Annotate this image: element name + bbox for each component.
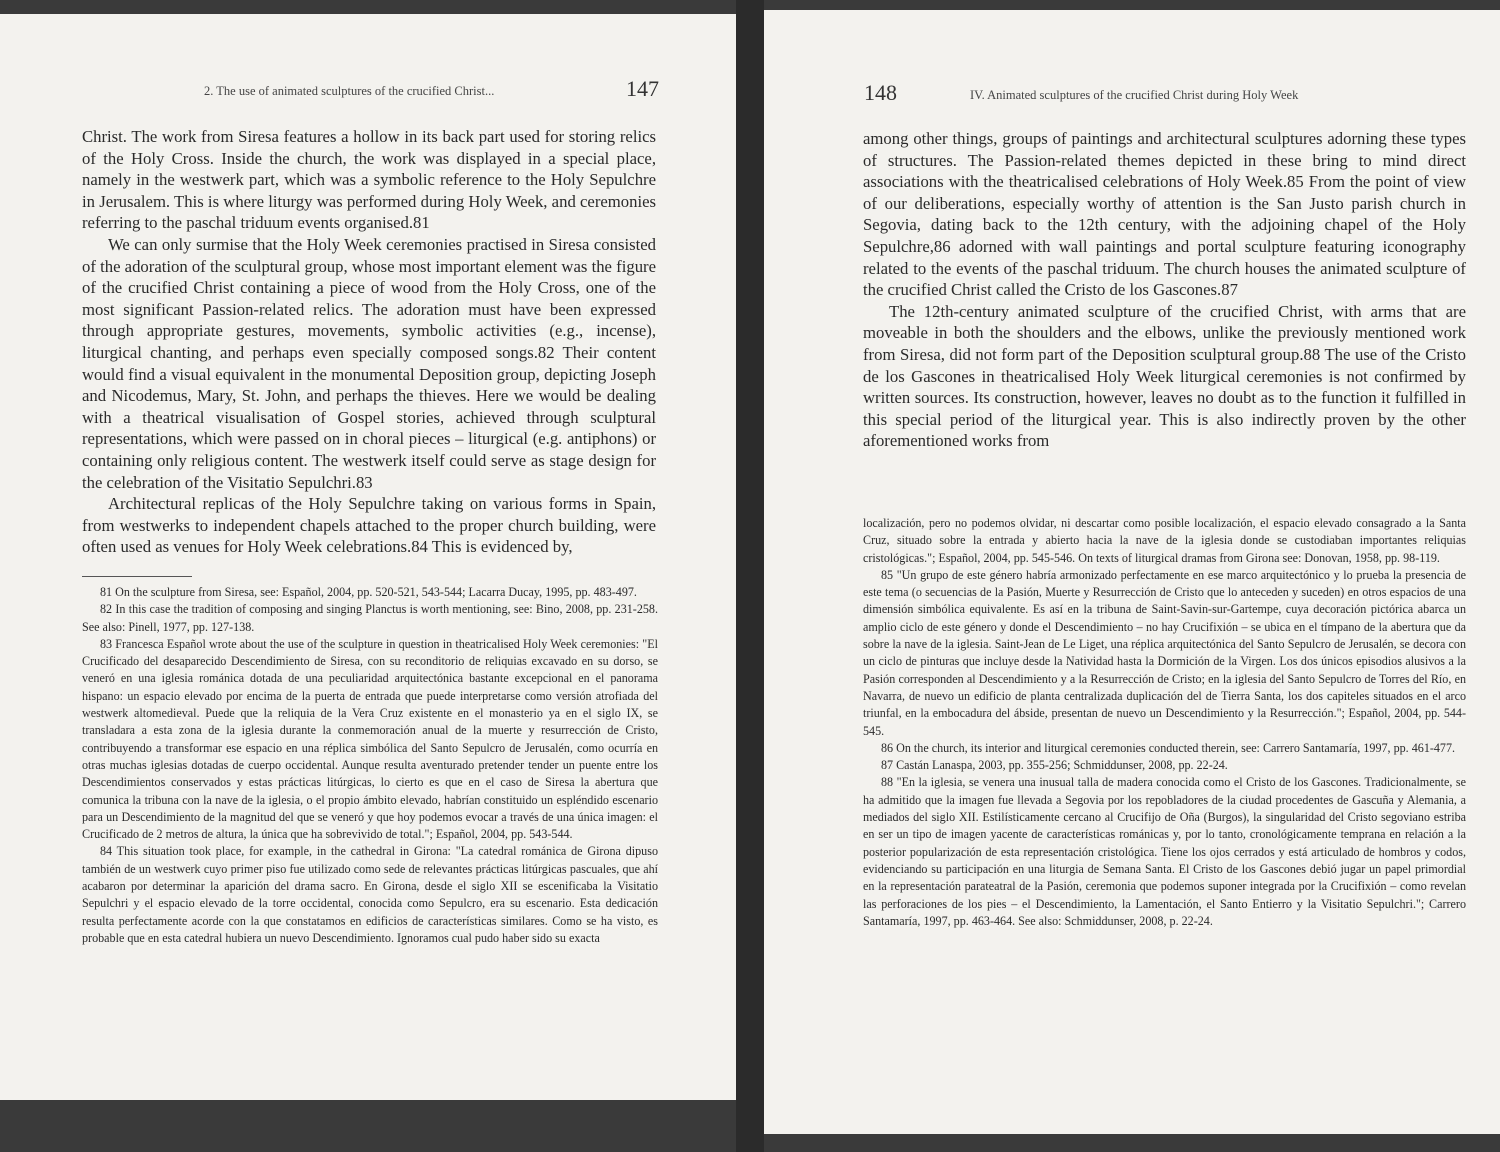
footnote: 81 On the sculpture from Siresa, see: Español, 2004, pp. 520-521, 543-544; Lacarra Ducay, 1995, pp. 483-497. (100, 585, 637, 599)
paragraph: We can only surmise that the Holy Week ceremonies practised in Siresa consisted of the adoration of the sculptural group, whose most important element was the figure of the crucified Christ containing a piece of wood from the Holy Cross, one of the most significant Passion-related relics. The adoration must have been expressed through appropriate gestures, movements, symbolic activities (e.g., incense), liturgical chanting, and perhaps even specially composed songs.82 Their content would find a visual equivalent in the monumental Deposition group, depicting Joseph and Nicodemus, Mary, St. John, and perhaps the thieves. Here we would be dealing with a theatrical visualisation of Gospel stories, achieved through sculptural representations, which were passed on in choral pieces – liturgical (e.g. antiphons) or containing only religious content. The westwerk itself could serve as stage design for the celebration of the Visitatio Sepulchri.83 (82, 234, 656, 492)
footnote: 82 In this case the tradition of composing and singing Planctus is worth mentioning, see: Bino, 2008, pp. 231-258. See also: Pinell, 1977, pp. 127-138. (82, 602, 658, 634)
running-header: 2. The use of animated sculptures of the crucified Christ... (204, 84, 495, 98)
main-text (82, 126, 656, 558)
book-spine-shadow (736, 0, 764, 1152)
paragraph: The 12th-century animated sculpture of the crucified Christ, with arms that are moveable in both the shoulders and the elbows, unlike the previously mentioned work from Siresa, did not form part of the Deposition sculptural group.88 The use of the Cristo de los Gascones in theatricalised Holy Week liturgical ceremonies is not confirmed by written sources. Its construction, however, leaves no doubt as to the function it fulfilled in this special period of the liturgical year. This is also indirectly proven by the other aforementioned works from (863, 301, 1466, 451)
footnotes (82, 584, 658, 947)
paragraph: among other things, groups of paintings and architectural sculptures adorning these types of structures. The Passion-related themes depicted in these bring to mind direct associations with the theatricalised celebrations of Holy Week.85 From the point of view of our deliberations, especially worthy of attention is the San Justo parish church in Segovia, dating back to the 12th century, with the adjoining chapel of the Holy Sepulchre,86 adorned with wall paintings and portal sculpture featuring iconography related to the events of the paschal triduum. The church houses the animated sculpture of the crucified Christ called the Cristo de los Gascones.87 (863, 129, 1466, 300)
footnote: localización, pero no podemos olvidar, ni descartar como posible localización, el espacio elevado consagrado a la Santa Cruz, situado sobre la entrada y abierto hacia la nave de la iglesia donde se custodiaban importantes reliquias cristológicas."; Español, 2004, pp. 545-546. On texts of liturgical dramas from Girona see: Donovan, 1958, pp. 98-119. (863, 516, 1466, 565)
main-text (863, 128, 1466, 452)
footnote: 88 "En la iglesia, se venera una inusual talla de madera conocida como el Cristo de los Gascones. Tradicionalmente, se ha admitido que la imagen fue llevada a Segovia por los repobladores de la ciudad procedentes de Gascuña y Alemania, a mediados del siglo XII. Estilísticamente cercano al Crucifijo de Oña (Burgos), la singularidad del Cristo segoviano estriba en ser un tipo de imagen yacente de características románicas y, por lo tanto, cronológicamente temprana en relación a la posterior popularización de esta representación cristológica. Tiene los ojos cerrados y está articulado de hombros y codos, evidenciando su participación en una liturgia de Semana Santa. El Cristo de los Gascones debió jugar un papel primordial en la representación parateatral de la Pasión, ceremonia que podemos suponer integrada por la Crucifixión – como revelan las perforaciones de los pies – el Descendimiento, la Lamentación, el Santo Entierro y la Visitatio Sepulchri."; Carrero Santamaría, 1997, pp. 463-464. See also: Schmiddunser, 2008, p. 22-24. (863, 775, 1466, 928)
footnote: 83 Francesca Español wrote about the use of the sculpture in question in theatricalised Holy Week ceremonies: "El Crucificado del desaparecido Descendimiento de Siresa, con su reconditorio de reliquias excavado en su dorso, se veneró en una iglesia románica dotada de una peculiaridad arquitectónica bastante excepcional en el panorama hispano: un espacio elevado por encima de la puerta de entrada que puede interpretarse como versión atrofiada del westwerk altomedieval. Puede que la reliquia de la Vera Cruz existente en el monasterio ya en el siglo IX, se transladara a esta zona de la iglesia durante la conmemoración anual de la muerte y resurrección de Cristo, contribuyendo a transformar ese espacio en una réplica simbólica del Santo Sepulcro de Jerusalén, como ocurría en otras muchas iglesias dotadas de cuerpo occidental. Aunque resulta aventurado pretender tender un puente entre los Descendimientos conservados y estas prácticas litúrgicas, lo cierto es que en el caso de Siresa la abertura que comunica la tribuna con la nave de la iglesia, o el propio ámbito elevado, habrían constituido un espléndido escenario para un Descendimiento de la magnitud del que se veneró y que hoy podemos evocar a través de una única imagen: el Crucificado de 2 metros de altura, la única que ha sobrevivido de total."; Español, 2004, pp. 543-544. (82, 636, 658, 842)
paragraph: Christ. The work from Siresa features a hollow in its back part used for storing relics of the Holy Cross. Inside the church, the work was displayed in a special place, namely in the westwerk part, which was a symbolic reference to the Holy Sepulchre in Jerusalem. This is where liturgy was performed during Holy Week, and ceremonies referring to the paschal triduum events organised.81 (82, 127, 656, 233)
footnote-rule (82, 576, 192, 577)
paragraph: Architectural replicas of the Holy Sepulchre taking on various forms in Spain, from westwerks to independent chapels attached to the proper church building, were often used as venues for Holy Week celebrations.84 This is evidenced by, (82, 494, 656, 557)
left-page (0, 14, 736, 1100)
footnote: 84 This situation took place, for example, in the cathedral in Girona: "La catedral románica de Girona dipuso también de un westwerk cuyo primer piso fue utilizado como sede de relevantes prácticas litúrgicas pascuales, que ahí acabaron por determinar la aparición del drama sacro. En Girona, desde el siglo XII se escenificaba la Visitatio Sepulchri y el espacio elevado de la torre occidental, conocida como Sepulcro, era su escenario. Esta dedicación resulta perfectamente acorde con la que constatamos en edificios de características similares. Como se ha visto, es probable que en esta catedral hubiera un nuevo Descendimiento. Ignoramos cual pudo haber sido su exacta (82, 844, 658, 945)
page-number: 148 (864, 80, 897, 105)
running-header: IV. Animated sculptures of the crucified Christ during Holy Week (970, 88, 1299, 102)
footnote: 85 "Un grupo de este género habría armonizado perfectamente en ese marco arquitectónico y lo prueba la presencia de este tema (o secuencias de la Pasión, Muerte y Resurrección de Cristo que lo anteceden y suceden) en otros espacios de una dimensión simbólica equivalente. Es así en la tribuna de Saint-Savin-sur-Gartempe, cuya decoración pictórica abarca un amplio ciclo de este género y donde el Descendimiento – no hay Crucifixión – se ubica en el tímpano de la abertura que da sobre la nave de la iglesia. Saint-Jean de Le Liget, una réplica arquitectónica del Santo Sepulcro de Jerusalén, se decora con un ciclo de pinturas que incluye desde la Natividad hasta la Dormición de la Virgen. Los dos únicos episodios alusivos a la Pasión corresponden al Descendimiento y a la Resurrección de Cristo; en la iglesia del Santo Sepulcro de Torres del Río, en Navarra, de nuevo un edificio de planta centralizada duplicación del de Tierra Santa, los dos capiteles situados en el arco triunfal, en la embocadura del ábside, presentan de nuevo un Descendimiento y la Resurrección."; Español, 2004, pp. 544-545. (863, 567, 1466, 738)
footnote: 86 On the church, its interior and liturgical ceremonies conducted therein, see: Carrero Santamaría, 1997, pp. 461-477. (881, 740, 1456, 755)
footnotes (863, 515, 1466, 930)
footnote: 87 Castán Lanaspa, 2003, pp. 355-256; Schmiddunser, 2008, pp. 22-24. (881, 758, 1228, 773)
right-page (764, 10, 1500, 1134)
page-number: 147 (626, 76, 659, 101)
